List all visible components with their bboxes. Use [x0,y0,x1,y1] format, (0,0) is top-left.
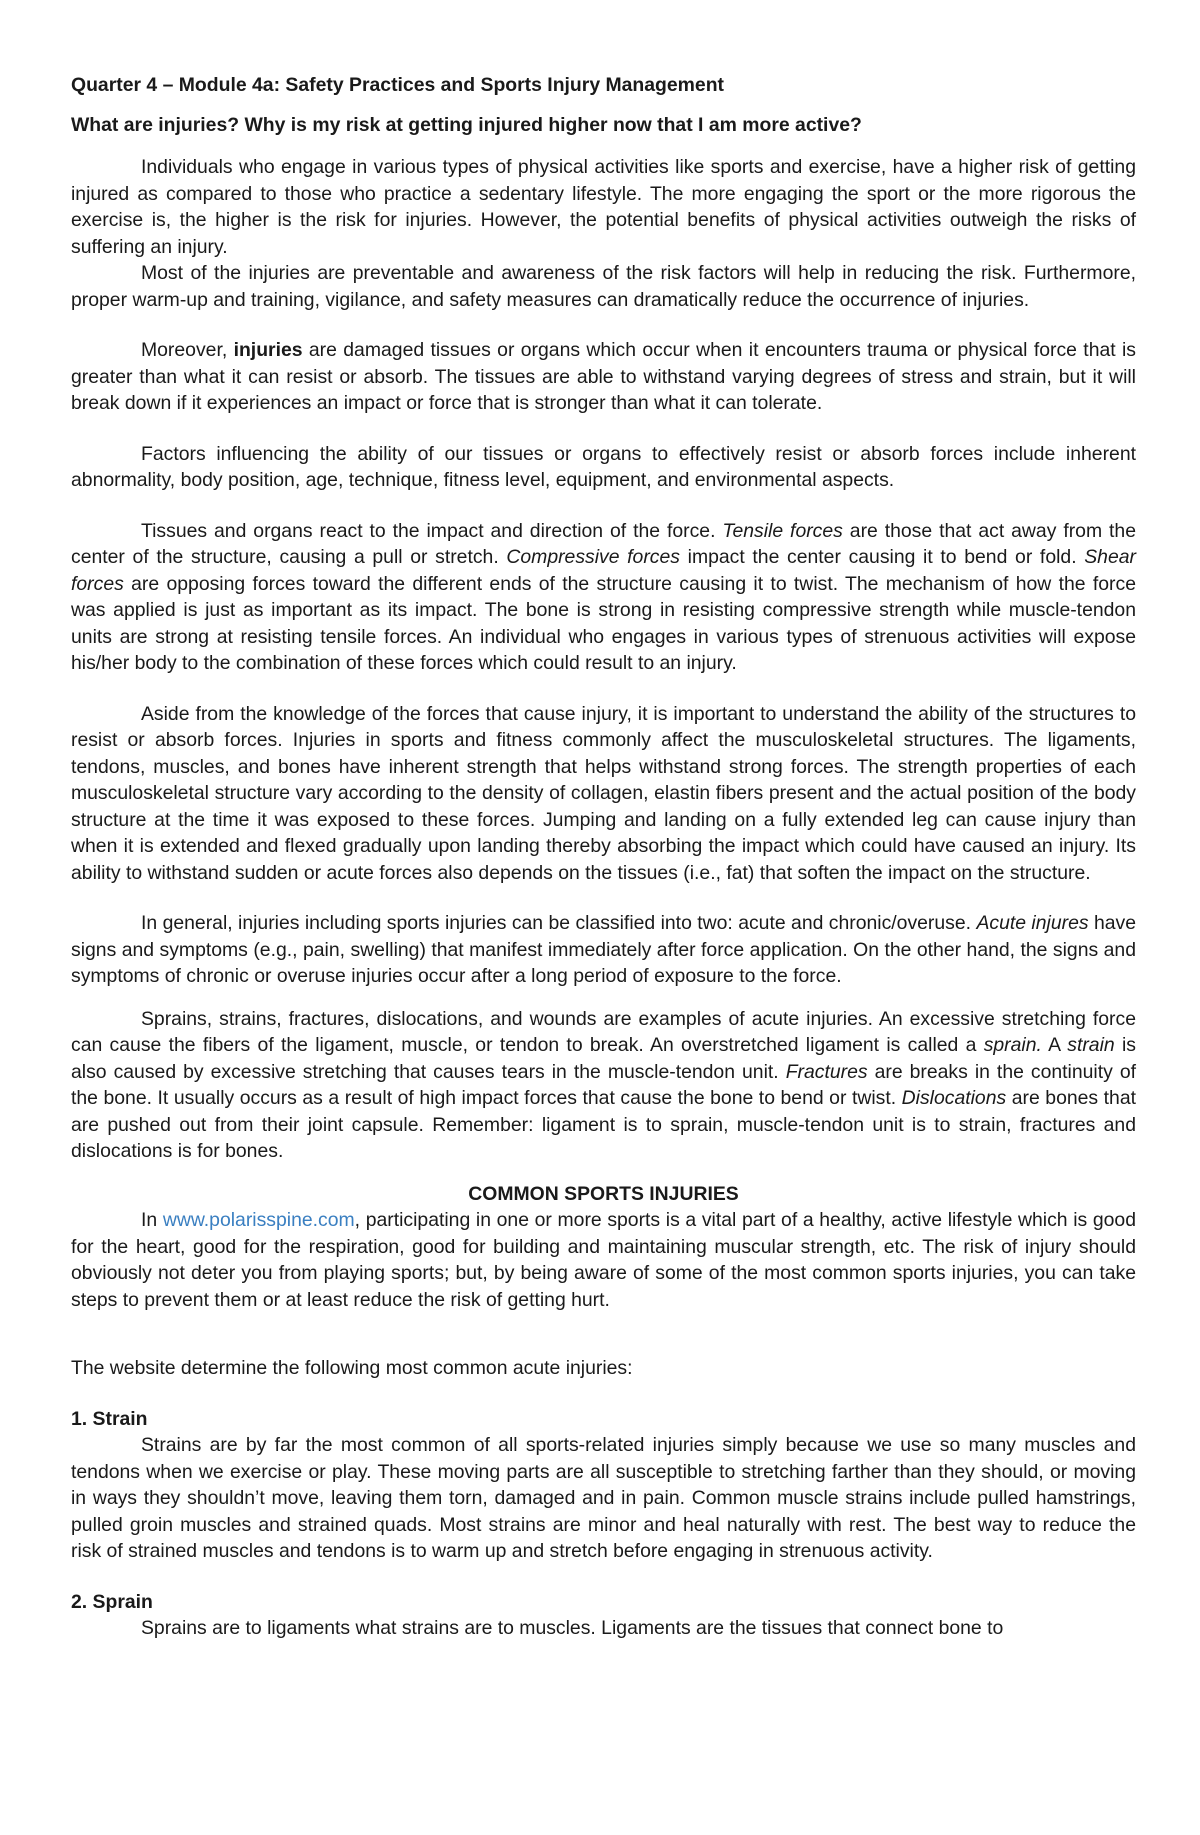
paragraph-factors: Factors influencing the ability of our tissues or organs to effectively resist or absorb forces include inherent abnormality, body position, age, technique, fitness level, equipment, and environmental aspects. [71,442,1136,491]
paragraph-classification: In general, injuries including sports injuries can be classified into two: acute and chronic/overuse. Acute injures have signs and symptoms (e.g., pain, swelling) that manifest immediately after force application. On the other hand, the signs and symptoms of chronic or overuse injuries occur after a long period of exposure to the force. [71,912,1137,987]
item-heading-strain: 1. Strain [71,1407,148,1430]
paragraph-structures: Aside from the knowledge of the forces that cause injury, it is important to understand the ability of the structures to resist or absorb forces. Injuries in sports and fitness commonly affect the musculoskeletal structures. The ligaments, tendons, muscles, and bones have inherent strength that helps withstand strong forces. The strength properties of each musculoskeletal structure vary according to the density of collagen, elastin fibers present and the actual position of the body structure at the time it was exposed to these forces. Jumping and landing on a fully extended leg can cause injury than when it is extended and flexed gradually upon landing thereby absorbing the impact which could have caused an injury. Its ability to withstand sudden or acute forces also depends on the tissues (i.e., fat) that soften the impact on the structure. [71,702,1136,884]
paragraph-injuries-definition: Moreover, injuries are damaged tissues or organs which occur when it encounters trauma or physical force that is greater than what it can resist or absorb. The tissues are able to withstand varying degrees of stress and strain, but it will break down if it experiences an impact or force that is stronger than what it can tolerate. [71,339,1137,414]
paragraph-acute-examples: Sprains, strains, fractures, dislocations, and wounds are examples of acute injuries. An excessive stretching force can cause the fibers of the ligament, muscle, or tendon to break. An overstretched ligament is called a sprain. A strain is also caused by excessive stretching that causes tears in the muscle-tendon unit. Fractures are breaks in the continuity of the bone. It usually occurs as a result of high impact forces that cause the bone to bend or twist. Dislocations are bones that are pushed out from their joint capsule. Remember: ligament is to sprain, muscle-tendon unit is to strain, fractures and dislocations is for bones. [71,1007,1136,1162]
module-title: Quarter 4 – Module 4a: Safety Practices and Sports Injury Management [71,74,725,96]
paragraph-intro: Individuals who engage in various types of physical activities like sports and exercise, have a higher risk of getting injured as compared to those who practice a sedentary lifestyle. The more engaging the sport or the more rigorous the exercise is, the higher is the risk for injuries. However, the potential benefits of physical activities outweigh the risks of suffering an injury. [71,156,1136,258]
document-page [71,72,1136,1642]
website-link[interactable]: www.polarisspine.com [162,1209,355,1231]
paragraph-preventable: Most of the injuries are preventable and awareness of the risk factors will help in reducing the risk. Furthermore, proper warm-up and training, vigilance, and safety measures can dramatically reduce the occurrence of injuries. [71,262,1136,311]
paragraph-list-intro: The website determine the following most common acute injuries: [71,1357,633,1379]
paragraph-forces: Tissues and organs react to the impact and direction of the force. Tensile forces are those that act away from the center of the structure, causing a pull or stretch. Compressive forces impact the center causing it to bend or fold. Shear forces are opposing forces toward the different ends of the structure causing it to twist. The mechanism of how the force was applied is just as important as its impact. The bone is strong in resisting compressive strength while muscle-tendon units are strong at resisting tensile forces. An individual who engages in various types of strenuous activities will expose his/her body to the combination of these forces which could result to an injury. [71,519,1136,674]
item-heading-sprain: 2. Sprain [71,1590,153,1613]
item-text-strain: Strains are by far the most common of all sports-related injuries simply because we use so many muscles and tendons when we exercise or play. These moving parts are all susceptible to stretching farther than they should, or moving in ways they shouldn’t move, leaving them torn, damaged and in pain. Common muscle strains include pulled hamstrings, pulled groin muscles and strained quads. Most strains are minor and heal naturally with rest. The best way to reduce the risk of strained muscles and tendons is to warm up and stretch before engaging in strenuous activity. [71,1434,1136,1562]
item-text-sprain: Sprains are to ligaments what strains are to muscles. Ligaments are the tissues that connect bone to [141,1617,1004,1639]
section-heading: COMMON SPORTS INJURIES [468,1182,739,1205]
section-question: What are injuries? Why is my risk at getting injured higher now that I am more active? [71,113,862,136]
paragraph-website: In www.polarisspine.com, participating in one or more sports is a vital part of a healthy, active lifestyle which is good for the heart, good for the respiration, good for building and maintaining muscular strength, etc. The risk of injury should obviously not deter you from playing sports; but, by being aware of some of the most common sports injuries, you can take steps to prevent them or at least reduce the risk of getting hurt. [71,1209,1136,1311]
